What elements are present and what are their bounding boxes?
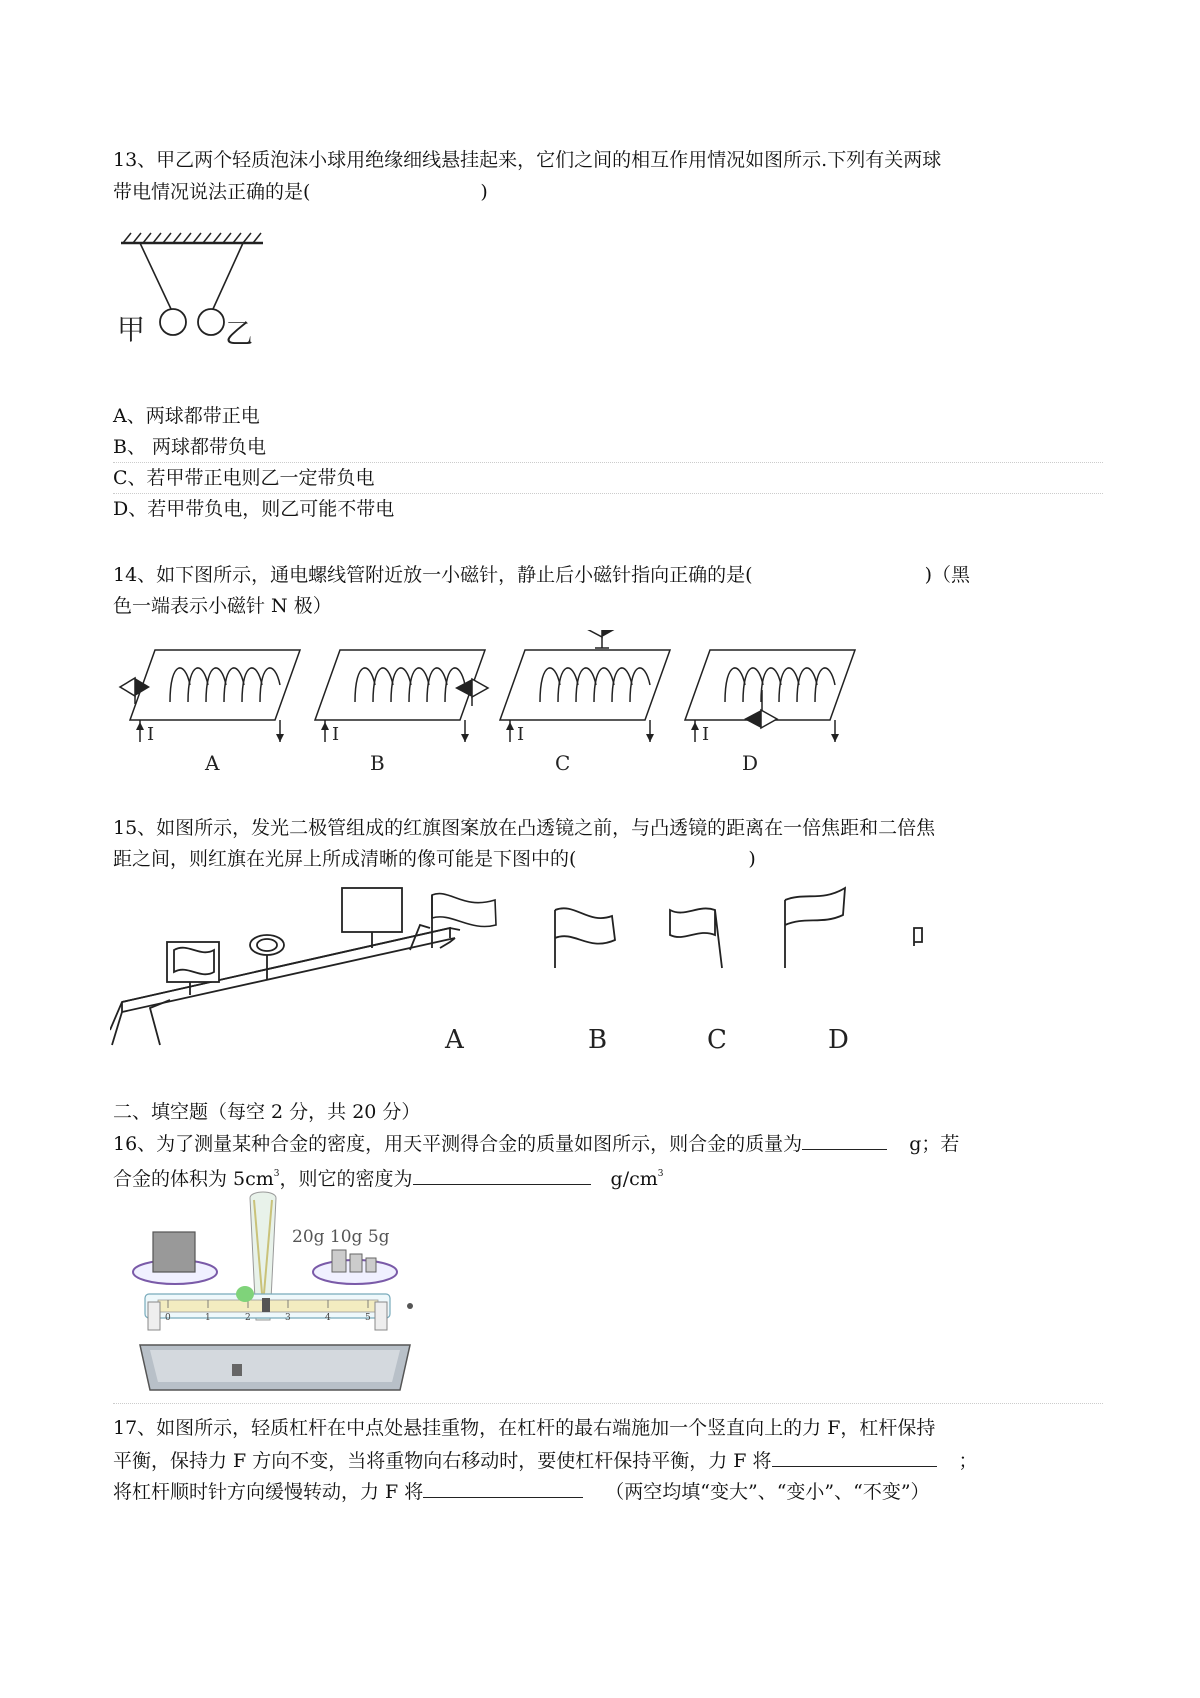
q15-text-line2: 距之间，则红旗在光屏上所成清晰的像可能是下图中的( ) bbox=[113, 848, 756, 870]
balance-figure bbox=[120, 1190, 440, 1405]
q13-text-line2: 带电情况说法正确的是( ) bbox=[113, 181, 488, 203]
divider bbox=[113, 493, 1103, 494]
density-blank[interactable] bbox=[413, 1166, 591, 1185]
label-b: B bbox=[588, 1025, 608, 1055]
label-b: B bbox=[370, 751, 385, 775]
solenoid-panel-d bbox=[685, 650, 855, 775]
solenoid-panel-c bbox=[500, 630, 670, 775]
hanging-balls-figure bbox=[115, 225, 275, 375]
q13-option-b: B、 两球都带负电 bbox=[113, 436, 267, 458]
svg-text:5: 5 bbox=[365, 1313, 371, 1323]
svg-text:0: 0 bbox=[165, 1313, 171, 1323]
label-jia: 甲 bbox=[117, 313, 146, 346]
divider bbox=[113, 1403, 1103, 1404]
svg-text:I: I bbox=[517, 724, 525, 745]
ball-yi bbox=[198, 309, 224, 335]
solenoid-panel-b bbox=[315, 650, 488, 775]
rider bbox=[262, 1298, 270, 1312]
label-c: C bbox=[555, 751, 571, 775]
mass-blank[interactable] bbox=[802, 1131, 887, 1150]
q14-text-line2: 色一端表示小磁针 N 极） bbox=[113, 595, 332, 617]
force-blank-1[interactable] bbox=[772, 1448, 937, 1467]
solenoid-figure bbox=[110, 630, 950, 780]
label-a: A bbox=[445, 1025, 464, 1055]
label-c: C bbox=[707, 1025, 727, 1055]
force-blank-2[interactable] bbox=[423, 1479, 583, 1498]
q13-text-line1: 13、甲乙两个轻质泡沫小球用绝缘细线悬挂起来，它们之间的相互作用情况如图所示.下列有关两球 bbox=[113, 149, 942, 171]
optical-bench bbox=[110, 888, 922, 1045]
svg-text:I: I bbox=[147, 724, 155, 745]
q16-text-line1: 16、为了测量某种合金的密度，用天平测得合金的质量如图所示，则合金的质量为 g；若 bbox=[113, 1133, 960, 1155]
label-a: A bbox=[205, 751, 220, 775]
q14-text-line1: 14、如下图所示，通电螺线管附近放一小磁针，静止后小磁针指向正确的是( )（黑 bbox=[113, 564, 971, 586]
svg-text:1: 1 bbox=[205, 1313, 211, 1323]
weights-label: 20g 10g 5g bbox=[292, 1227, 390, 1247]
svg-text:3: 3 bbox=[285, 1313, 291, 1323]
q17-text-line2: 平衡，保持力 F 方向不变，当将重物向右移动时，要使杠杆保持平衡，力 F 将 ； bbox=[113, 1450, 978, 1472]
divider bbox=[113, 462, 1103, 463]
label-d: D bbox=[742, 751, 759, 775]
q13-option-c: C、若甲带正电则乙一定带负电 bbox=[113, 467, 375, 489]
ball-jia bbox=[160, 309, 186, 335]
svg-text:I: I bbox=[332, 724, 340, 745]
lens-figure bbox=[110, 880, 960, 1055]
label-yi: 乙 bbox=[225, 317, 254, 350]
q13-option-a: A、两球都带正电 bbox=[113, 405, 260, 427]
q16-text-line2: 合金的体积为 $5cm^3$，则它的密度为 $g/cm^3$ bbox=[113, 1168, 664, 1190]
q15-text-line1: 15、如图所示，发光二极管组成的红旗图案放在凸透镜之前，与凸透镜的距离在一倍焦距和二倍焦 bbox=[113, 817, 936, 839]
q17-text-line3: 将杠杆顺时针方向缓慢转动，力 F 将 （两空均填“变大”、“变小”、“不变”） bbox=[113, 1481, 930, 1503]
section-heading: 二、填空题（每空 2 分，共 20 分） bbox=[113, 1101, 421, 1123]
alloy-cube bbox=[153, 1232, 195, 1272]
solenoid-panel-a bbox=[120, 650, 300, 775]
svg-text:I: I bbox=[702, 724, 710, 745]
svg-text:2: 2 bbox=[245, 1313, 251, 1323]
q13-option-d: D、若甲带负电，则乙可能不带电 bbox=[113, 498, 395, 520]
svg-text:4: 4 bbox=[325, 1313, 331, 1323]
label-d: D bbox=[828, 1025, 849, 1055]
q17-text-line1: 17、如图所示，轻质杠杆在中点处悬挂重物，在杠杆的最右端施加一个竖直向上的力 F，杠杆保持 bbox=[113, 1417, 936, 1439]
